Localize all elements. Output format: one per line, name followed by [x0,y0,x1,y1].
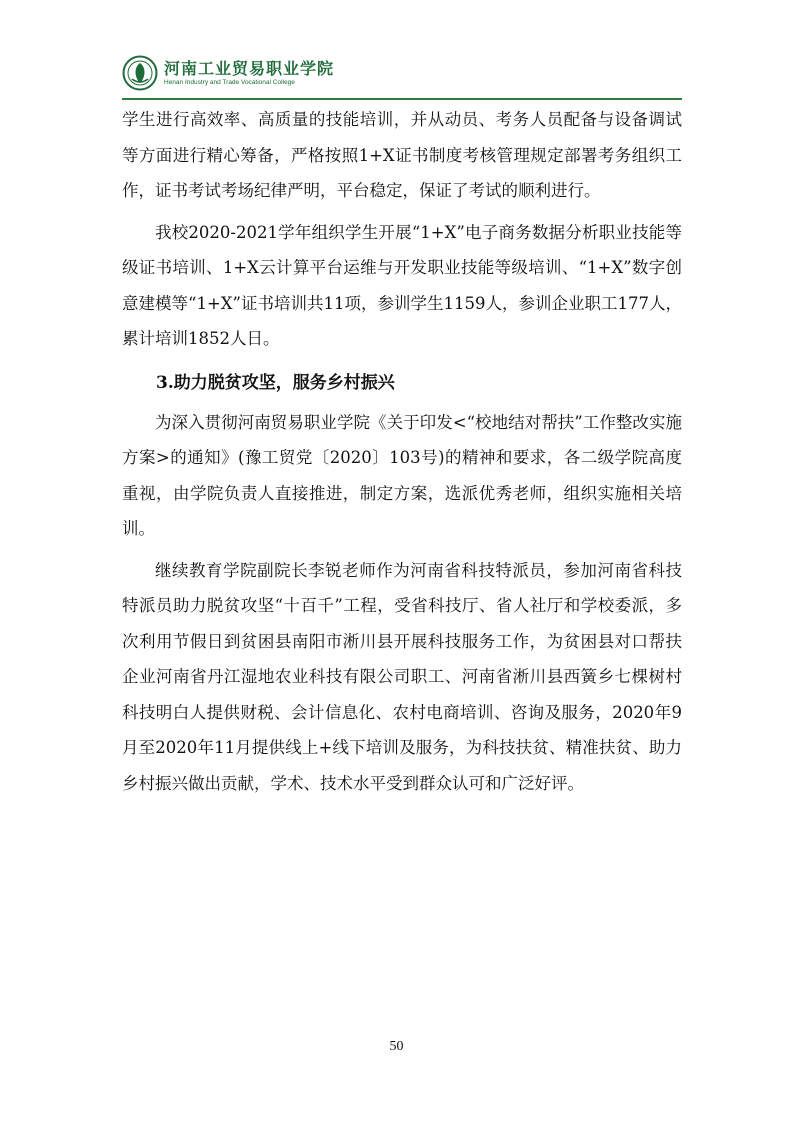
section-heading: 3.助力脱贫攻坚，服务乡村振兴 [156,372,395,393]
college-emblem-icon [122,55,158,91]
school-name-en: Henan Industry and Trade Vocational College [164,79,295,86]
page-number: 50 [389,1039,404,1054]
paragraph-continued: 学生进行高效率、高质量的技能培训，并从动员、考务人员配备与设备调试等方面进行精心筹备，严格按照1+X证书制度考核管理规定部署考务组织工作，证书考试考场纪律严明，平台稳定，保证了考试的顺利进行。 [122,110,682,200]
paragraph-tech-envoy: 继续教育学院副院长李锐老师作为河南省科技特派员，参加河南省科技特派员助力脱贫攻坚“十百千”工程，受省科技厅、省人社厅和学校委派，多次利用节假日到贫困县南阳市淅川县开展科技服务工作，为贫困县对口帮扶企业河南省丹江湿地农业科技有限公司职工、河南省淅川县西簧乡七棵树村科技明白人提供财税、会计信息化、农村电商培训、咨询及服务，2020年9月至2020年11月提供线上+线下培训及服务，为科技扶贫、精准扶贫、助力乡村振兴做出贡献，学术、技术水平受到群众认可和广泛好评。 [122,560,682,793]
paragraph-training-stats: 我校2020-2021学年组织学生开展“1+X”电子商务数据分析职业技能等级证书培训、1+X云计算平台运维与开发职业技能等级培训、“1+X”数字创意建模等“1+X”证书培训共11项，参训学生1159人，参训企业职工177人，累计培训1852人日。 [122,222,682,348]
document-body [122,102,682,801]
page-header [122,52,682,98]
school-name-cn: 河南工业贸易职业学院 [164,59,335,78]
header-divider [122,98,682,100]
paragraph-poverty-program: 为深入贯彻河南贸易职业学院《关于印发<“校地结对帮扶”工作整改实施方案>的通知》(豫工贸党〔2020〕103号)的精神和要求，各二级学院高度重视，由学院负责人直接推进，制定方案，选派优秀老师，组织实施相关培训。 [122,412,682,538]
